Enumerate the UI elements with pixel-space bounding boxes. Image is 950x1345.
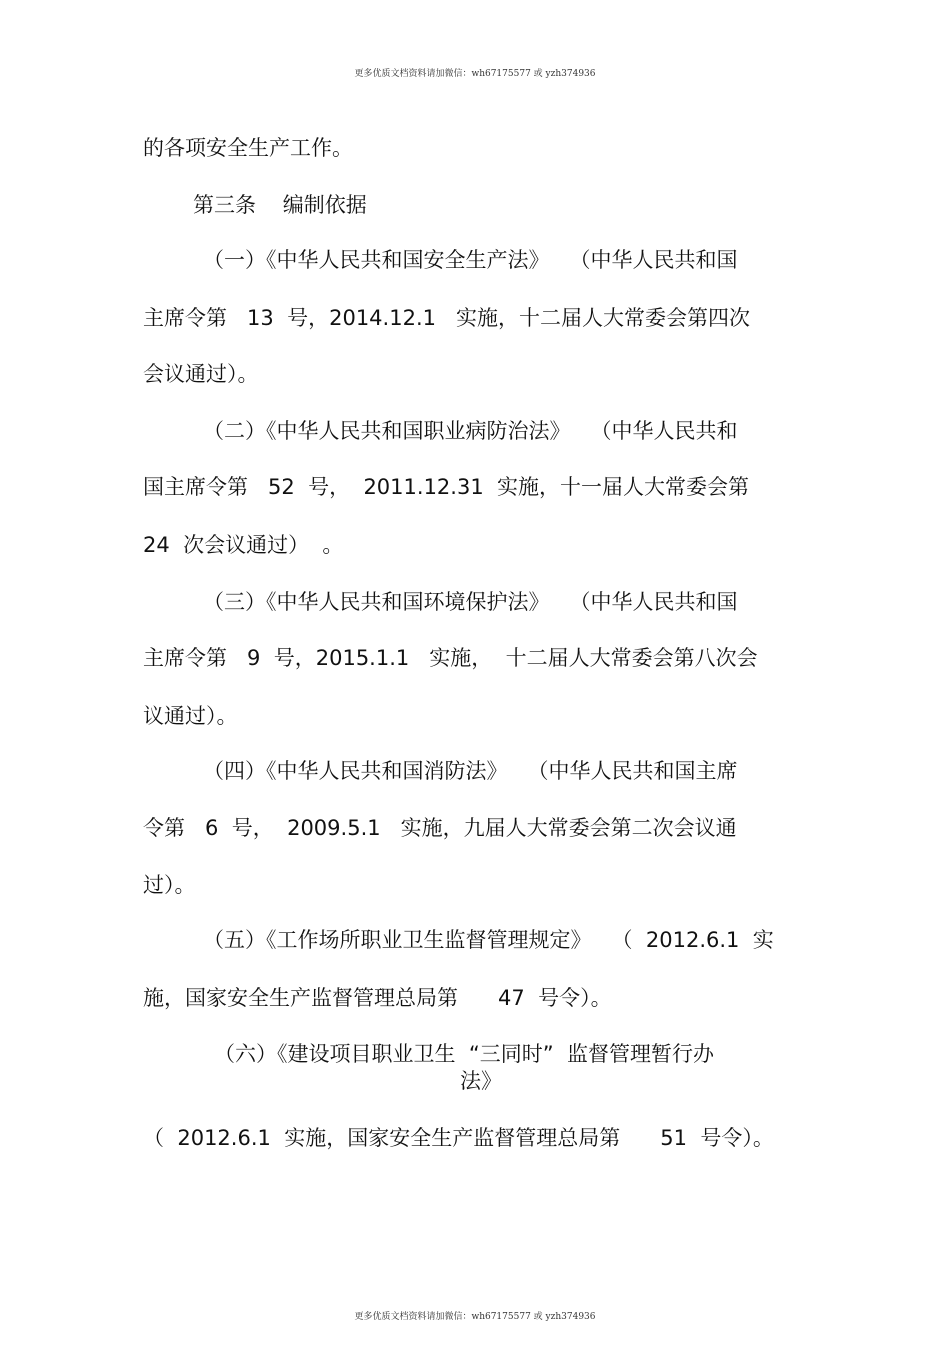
paragraph-line: 24 次会议通过） 。 (143, 533, 344, 557)
paragraph-line: （五）《工作场所职业卫生监督管理规定》 （ 2012.6.1 实 (203, 928, 774, 952)
paragraph-line: 主席令第 9 号，2015.1.1 实施， 十二届人大常委会第八次会 (143, 646, 758, 670)
paragraph-line: 国主席令第 52 号， 2011.12.31 实施，十一届人大常委会第 (143, 475, 750, 499)
paragraph-line: （二）《中华人民共和国职业病防治法》 （中华人民共和 (203, 419, 738, 443)
paragraph-line: 议通过）。 (143, 704, 238, 728)
paragraph-line: 会议通过）。 (143, 362, 259, 386)
section-heading: 第三条 编制依据 (193, 193, 367, 217)
paragraph-line: 过）。 (143, 873, 196, 897)
paragraph-line: （四）《中华人民共和国消防法》 （中华人民共和国主席 (203, 759, 738, 783)
paragraph-line: 的各项安全生产工作。 (143, 136, 353, 160)
paragraph-line: 令第 6 号， 2009.5.1 实施，九届人大常委会第二次会议通 (143, 816, 737, 840)
page-header: 更多优质文档资料请加微信：wh67175577 或 yzh374936 (354, 69, 596, 79)
paragraph-line: （一）《中华人民共和国安全生产法》 （中华人民共和国 (203, 248, 738, 272)
page-footer: 更多优质文档资料请加微信：wh67175577 或 yzh374936 (354, 1312, 596, 1322)
paragraph-line: 主席令第 13 号，2014.12.1 实施，十二届人大常委会第四次 (143, 306, 750, 330)
paragraph-line: 施，国家安全生产监督管理总局第 47 号令）。 (143, 986, 612, 1010)
paragraph-line: （ 2012.6.1 实施，国家安全生产监督管理总局第 51 号令）。 (143, 1126, 774, 1150)
paragraph-line: （三）《中华人民共和国环境保护法》 （中华人民共和国 (203, 590, 738, 614)
paragraph-line: （六）《建设项目职业卫生 “三同时” 监督管理暂行办 (214, 1042, 714, 1066)
paragraph-line: 法》 (460, 1069, 502, 1093)
